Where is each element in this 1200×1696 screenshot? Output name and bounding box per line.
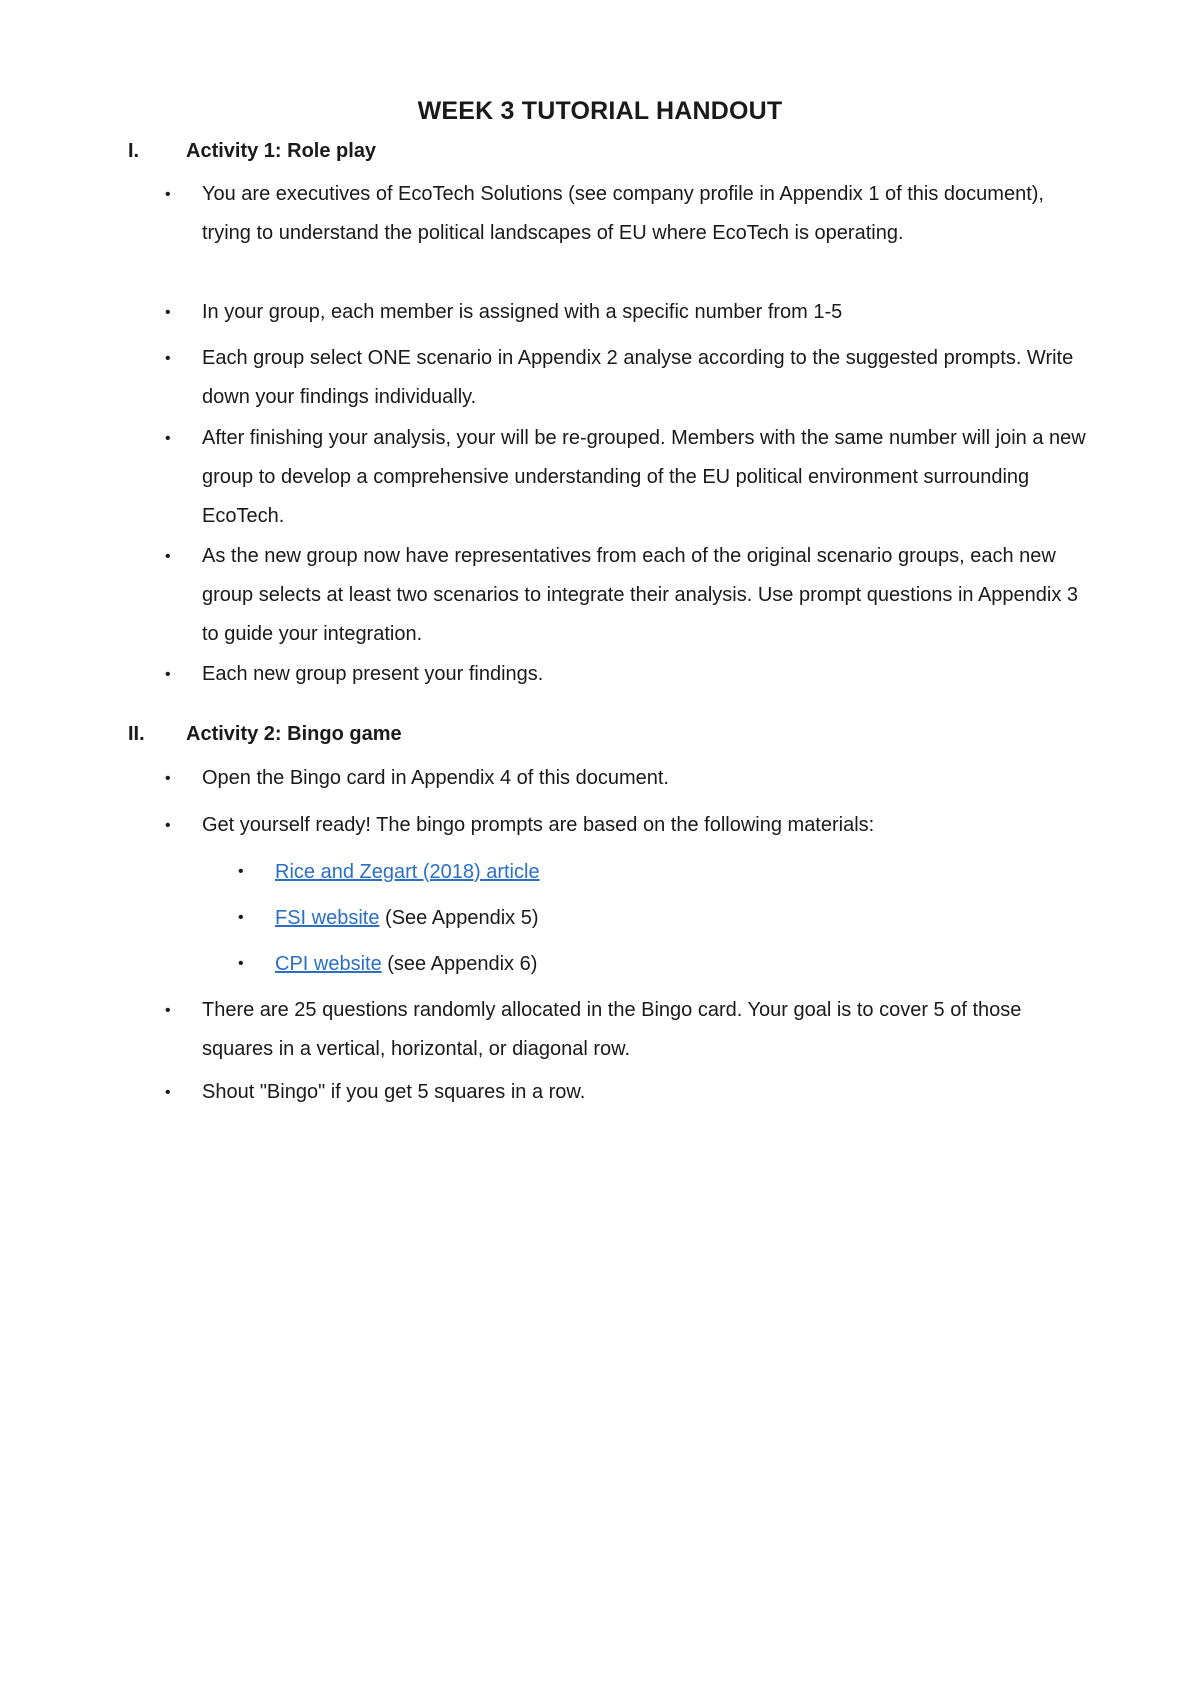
section-1-title: Activity 1: Role play [186, 140, 377, 162]
bullet-icon: • [165, 430, 171, 447]
bullet-icon: • [238, 909, 244, 926]
bullet-icon: • [238, 955, 244, 972]
bullet-icon: • [165, 1084, 171, 1101]
list-item: • You are executives of EcoTech Solutions (see company profile in Appendix 1 of this document), trying to understand the political landscapes of EU where EcoTech is operating. [165, 175, 1095, 253]
section-2-number: II. [128, 723, 145, 745]
bullet-icon: • [165, 817, 171, 834]
material-item [238, 857, 1038, 887]
material-item: • FSI website (See Appendix 5) [238, 903, 1038, 933]
bullet-icon: • [165, 770, 171, 787]
list-item: • Shout "Bingo" if you get 5 squares in a row. [165, 1073, 1095, 1112]
section-2-heading [128, 722, 402, 746]
list-item: • There are 25 questions randomly allocated in the Bingo card. Your goal is to cover 5 of those squares in a vertical, horizontal, or diagonal row. [165, 991, 1095, 1069]
section-2-title: Activity 2: Bingo game [186, 723, 402, 745]
section-1-number: I. [128, 140, 140, 162]
bullet-icon: • [165, 548, 171, 565]
fsi-website-link[interactable]: FSI website [275, 907, 380, 929]
bullet-icon: • [238, 863, 244, 880]
list-item: • Each new group present your findings. [165, 655, 1095, 694]
cpi-website-link[interactable]: CPI website [275, 953, 382, 975]
bullet-icon: • [165, 304, 171, 321]
list-item: • After finishing your analysis, your will be re-grouped. Members with the same number will join a new group to develop a comprehensive understanding of the EU political environment surrounding EcoTech. [165, 419, 1095, 536]
list-item: • In your group, each member is assigned with a specific number from 1-5 [165, 293, 1095, 332]
page-title: WEEK 3 TUTORIAL HANDOUT [417, 97, 783, 125]
list-item: • Get yourself ready! The bingo prompts are based on the following materials: [165, 806, 1095, 845]
material-item: • CPI website (see Appendix 6) [238, 949, 1038, 979]
list-item: • Each group select ONE scenario in Appendix 2 analyse according to the suggested prompts. Write down your findings individually. [165, 339, 1095, 417]
bullet-icon: • [165, 1002, 171, 1019]
list-item: • Open the Bingo card in Appendix 4 of this document. [165, 759, 1095, 798]
section-1-heading [128, 139, 376, 163]
bullet-icon: • [165, 666, 171, 683]
rice-zegart-article-link[interactable]: Rice and Zegart (2018) article [275, 861, 540, 883]
bullet-icon: • [165, 186, 171, 203]
list-item: • As the new group now have representatives from each of the original scenario groups, each new group selects at least two scenarios to integrate their analysis. Use prompt questions in Appendix 3 to guide your integration. [165, 537, 1095, 654]
bullet-icon: • [165, 350, 171, 367]
